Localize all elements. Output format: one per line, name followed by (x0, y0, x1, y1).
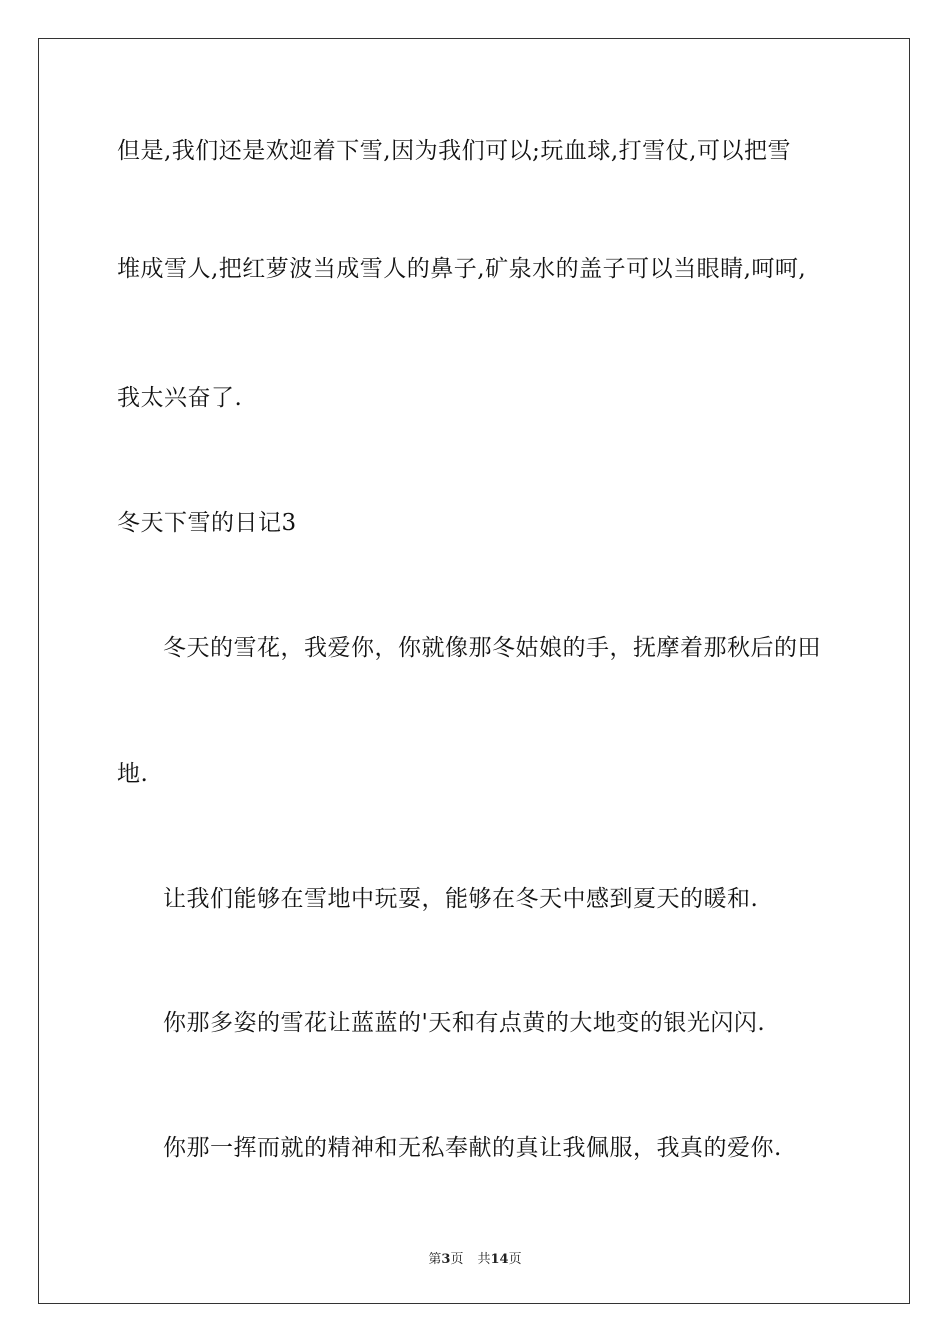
paragraph-line-6: 地. (117, 761, 149, 787)
footer-page-suffix: 页 (450, 1252, 464, 1267)
paragraph-line-8: 你那多姿的雪花让蓝蓝的'天和有点黄的大地变的银光闪闪. (163, 1010, 766, 1036)
paragraph-line-3: 我太兴奋了. (117, 385, 243, 411)
footer-page-number: 3 (441, 1252, 451, 1267)
paragraph-line-7: 让我们能够在雪地中玩耍，能够在冬天中感到夏天的暖和. (163, 886, 759, 912)
paragraph-line-2: 堆成雪人,把红萝波当成雪人的鼻子,矿泉水的盖子可以当眼睛,呵呵, (117, 256, 807, 282)
footer-total-prefix: 共 (477, 1252, 491, 1267)
footer-total-pages: 14 (490, 1252, 509, 1267)
footer-total-suffix: 页 (508, 1252, 522, 1267)
page-border (38, 38, 910, 1304)
section-heading: 冬天下雪的日记3 (117, 510, 297, 536)
paragraph-line-1: 但是,我们还是欢迎着下雪,因为我们可以;玩血球,打雪仗,可以把雪 (117, 138, 791, 164)
paragraph-line-9: 你那一挥而就的精神和无私奉献的真让我佩服，我真的爱你. (163, 1135, 782, 1161)
paragraph-line-5: 冬天的雪花，我爱你，你就像那冬姑娘的手，抚摩着那秋后的田 (163, 635, 821, 661)
footer-page-prefix: 第 (428, 1252, 442, 1267)
page-footer (0, 1248, 950, 1267)
